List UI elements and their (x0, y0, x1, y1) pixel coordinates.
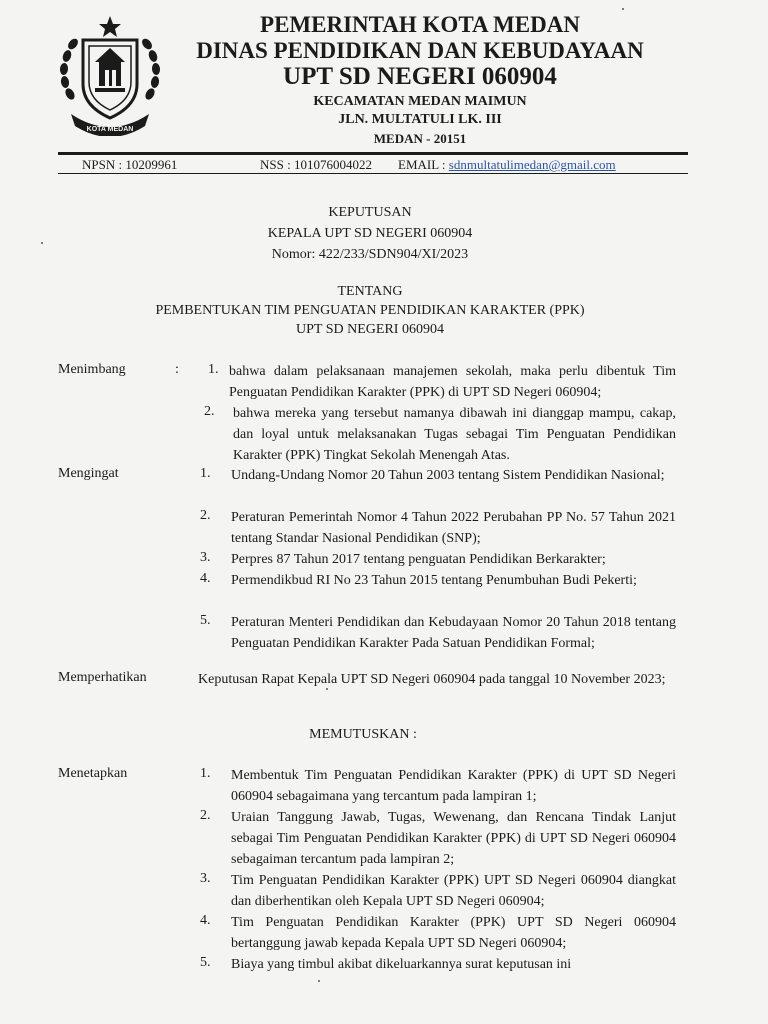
list-item-text: bahwa dalam pelaksanaan manajemen sekolah, maka perlu dibentuk Tim Penguatan Pendidikan Karakter (PPK) di UPT SD Negeri 060904; (229, 364, 676, 400)
district-name: KECAMATAN MEDAN MAIMUN (313, 94, 527, 109)
kota-medan-emblem-icon (55, 14, 165, 136)
list-item-text: Membentuk Tim Penguatan Pendidikan Karakter (PPK) di UPT SD Negeri 060904 sebagaimana yang tercantum pada lampiran 1; (231, 768, 676, 804)
city-postcode: MEDAN - 20151 (373, 131, 467, 146)
list-number: 4. (200, 913, 211, 928)
list-number: 3. (200, 550, 211, 565)
school-name: UPT SD NEGERI 060904 (283, 63, 557, 90)
scan-speck (326, 688, 328, 690)
list-item-text: Tim Penguatan Pendidikan Karakter (PPK) UPT SD Negeri 060904 bertanggung jawab kepada Kepala UPT SD Negeri 060904; (231, 915, 676, 951)
tentang-heading: TENTANG (337, 284, 403, 299)
scan-speck (41, 242, 43, 244)
list-item-text: Tim Penguatan Pendidikan Karakter (PPK) UPT SD Negeri 060904 diangkat dan diberhentikan oleh Kepala UPT SD Negeri 060904; (231, 873, 676, 909)
npsn-number: NPSN : 10209961 (82, 157, 178, 172)
list-number: 2. (200, 808, 211, 823)
memutuskan-heading: MEMUTUSKAN : (309, 727, 417, 742)
list-number: 1. (208, 362, 219, 377)
email-line (398, 157, 616, 173)
section-colon: : (175, 362, 179, 377)
scan-speck (318, 980, 320, 982)
decree-subject-school: UPT SD NEGERI 060904 (296, 322, 444, 337)
list-item-text: Biaya yang timbul akibat dikeluarkannya surat keputusan ini (231, 957, 572, 972)
list-number: 5. (200, 613, 211, 628)
contact-divider (58, 173, 688, 174)
list-number: 1. (200, 466, 211, 481)
decree-number: Nomor: 422/233/SDN904/XI/2023 (271, 247, 469, 262)
department-name: DINAS PENDIDIKAN DAN KEBUDAYAAN (196, 38, 644, 63)
list-number: 5. (200, 955, 211, 970)
nss-number: NSS : 101076004022 (260, 157, 372, 172)
issuer: KEPALA UPT SD NEGERI 060904 (267, 226, 473, 241)
list-number: 2. (204, 404, 215, 419)
scan-speck (622, 8, 624, 10)
section-label-memperhatikan: Memperhatikan (58, 670, 147, 685)
section-label-menimbang: Menimbang (58, 362, 126, 377)
list-item-text: Undang-Undang Nomor 20 Tahun 2003 tentang Sistem Pendidikan Nasional; (231, 468, 665, 483)
list-item-text: bahwa mereka yang tersebut namanya dibawah ini dianggap mampu, cakap, dan loyal untuk melaksanakan Tugas sebagai Tim Penguatan Pendidikan Karakter (PPK) Tingkat Sekolah Menengah Atas. (233, 406, 676, 463)
memperhatikan-text: Keputusan Rapat Kepala UPT SD Negeri 060904 pada tanggal 10 November 2023; (198, 672, 666, 687)
letterhead-divider (58, 152, 688, 155)
email-label: EMAIL : (398, 157, 446, 172)
street-address: JLN. MULTATULI LK. III (338, 112, 502, 127)
svg-text:KOTA MEDAN: KOTA MEDAN (86, 126, 134, 133)
list-item-text: Peraturan Menteri Pendidikan dan Kebudayaan Nomor 20 Tahun 2018 tentang Penguatan Pendidikan Karakter Pada Satuan Pendidikan Formal; (231, 615, 676, 651)
section-label-menetapkan: Menetapkan (58, 766, 128, 781)
list-item-text: Perpres 87 Tahun 2017 tentang penguatan Pendidikan Berkarakter; (231, 552, 606, 567)
list-number: 3. (200, 871, 211, 886)
doc-type: KEPUTUSAN (328, 205, 412, 220)
decree-subject: PEMBENTUKAN TIM PENGUATAN PENDIDIKAN KARAKTER (PPK) (155, 303, 585, 318)
email-link[interactable]: sdnmultatulimedan@gmail.com (448, 157, 616, 172)
list-item-text: Permendikbud RI No 23 Tahun 2015 tentang Penumbuhan Budi Pekerti; (231, 573, 637, 588)
list-number: 4. (200, 571, 211, 586)
government-name: PEMERINTAH KOTA MEDAN (260, 12, 580, 37)
list-number: 1. (200, 766, 211, 781)
section-label-mengingat: Mengingat (58, 466, 119, 481)
list-item-text: Uraian Tanggung Jawab, Tugas, Wewenang, dan Rencana Tindak Lanjut sebagai Tim Penguatan Pendidikan Karakter (PPK) di UPT SD Negeri 060904 sebagaiman tercantum pada lampiran 2; (231, 810, 676, 867)
list-number: 2. (200, 508, 211, 523)
list-item-text: Peraturan Pemerintah Nomor 4 Tahun 2022 Perubahan PP No. 57 Tahun 2021 tentang Standar Nasional Pendidikan (SNP); (231, 510, 676, 546)
